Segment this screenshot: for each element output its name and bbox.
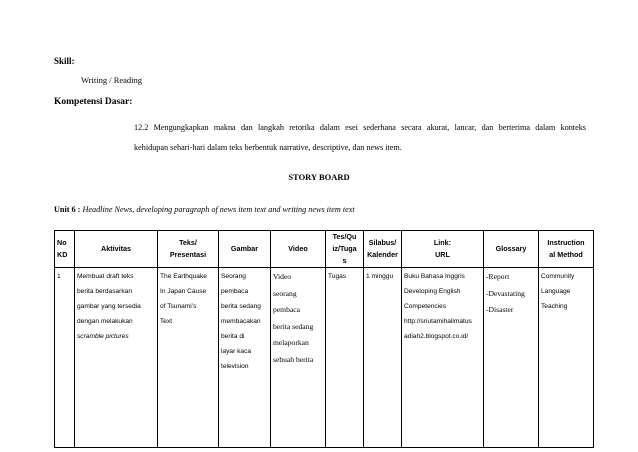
cell-silabus-kalender: 1 minggu [364, 268, 402, 448]
header-glossary: Glossary [484, 231, 539, 268]
unit-label: Unit 6 : [54, 205, 83, 214]
kompetensi-line-1: 12.2 Mengungkapkan makna dan langkah retorika dalam esei sederhana secara akurat, lancar, dan berterima dalam konteks [134, 123, 586, 132]
header-tes-quiz-tugas: Tes/Qu iz/Tuga s [326, 231, 364, 268]
skill-label: Skill: [54, 56, 75, 66]
cell-instructional-method: Community Language Teaching [539, 268, 594, 448]
aktivitas-italic-text: scramble pictures [77, 333, 129, 340]
header-silabus-kalender: Silabus/ Kalender [364, 231, 402, 268]
header-no-kd: No KD [55, 231, 75, 268]
cell-gambar: Seorang pembaca berita sedang membacakan berita di layar kaca television [219, 268, 271, 448]
header-teks-presentasi: Teks/ Presentasi [158, 231, 219, 268]
cell-no-kd: 1 [55, 268, 75, 448]
cell-link-url: Buku Bahasa Inggris Developing English Competencies http://sriutamihalimatus adiah2.blogspot.co.id/ [402, 268, 484, 448]
skill-value: Writing / Reading [81, 75, 143, 85]
cell-video: Video seorang pembaca berita sedang melaporkan sebuah berita [271, 268, 326, 448]
table-header-row [55, 231, 594, 268]
kompetensi-dasar-text [134, 118, 586, 158]
story-board-table [54, 230, 594, 448]
header-gambar: Gambar [219, 231, 271, 268]
cell-glossary: -Report -Devastating -Disaster [484, 268, 539, 448]
cell-aktivitas [75, 268, 158, 448]
kompetensi-dasar-label: Kompetensi Dasar: [54, 97, 133, 107]
unit-description: Headline News, developing paragraph of news item text and writing news item text [82, 205, 355, 214]
cell-tes-quiz-tugas: Tugas [326, 268, 364, 448]
story-board-title: STORY BOARD [288, 172, 350, 182]
header-link-url: Link: URL [402, 231, 484, 268]
table-row [55, 268, 594, 448]
header-video: Video [271, 231, 326, 268]
aktivitas-text: Membuat draft teks berita berdasarkan gambar yang tersedia dengan melakukan [77, 273, 141, 325]
unit-line [54, 205, 355, 214]
kompetensi-line-2: kehidupan sehari-hari dalam teks berbentuk narrative, descriptive, dan news item. [134, 143, 402, 152]
header-aktivitas: Aktivitas [75, 231, 158, 268]
cell-teks-presentasi: The Earthquake In Japan Cause of Tsunami’s Text [158, 268, 219, 448]
header-instructional-method: Instruction al Method [539, 231, 594, 268]
